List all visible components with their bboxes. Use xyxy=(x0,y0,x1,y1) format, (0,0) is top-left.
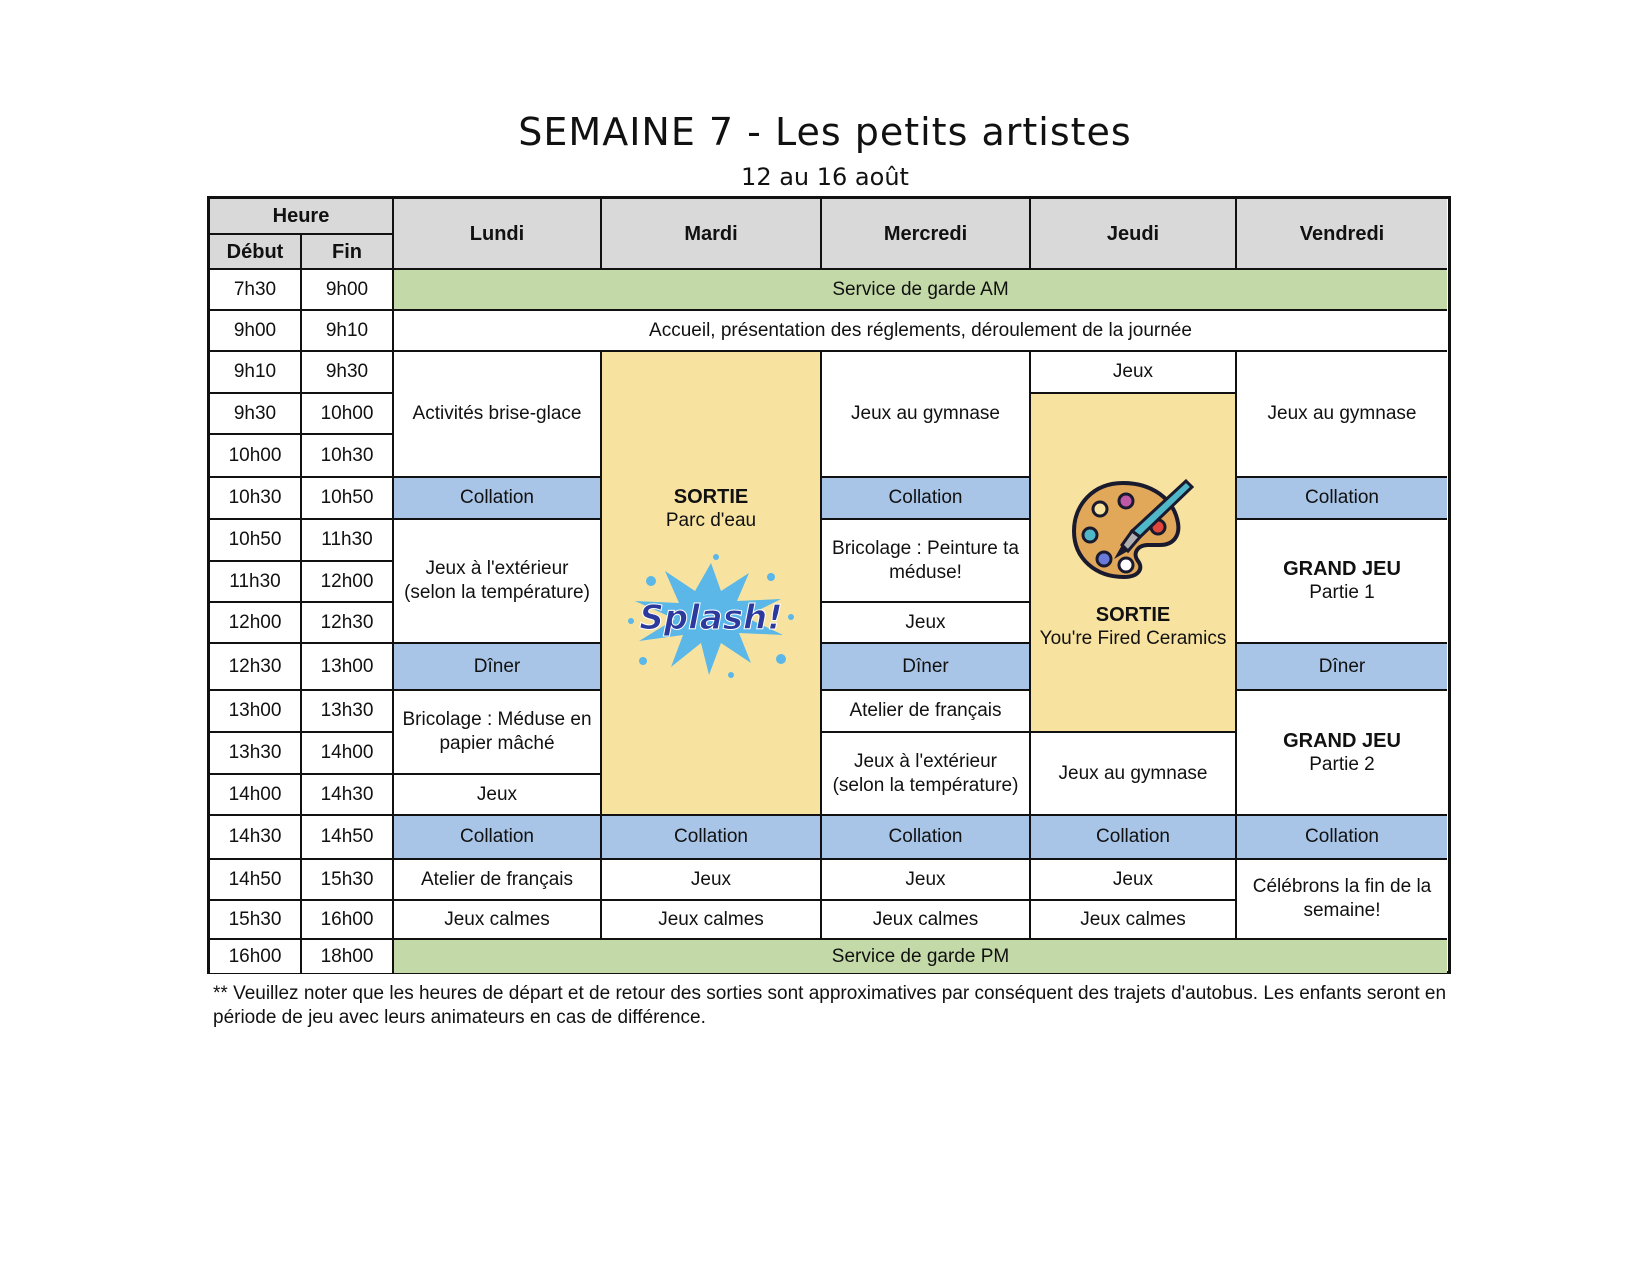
time-end: 10h50 xyxy=(302,478,394,520)
time-start: 10h00 xyxy=(210,435,302,478)
time-end: 18h00 xyxy=(302,940,394,973)
time-start: 7h30 xyxy=(210,270,302,311)
splash-text: Splash! xyxy=(639,598,783,638)
time-start: 13h30 xyxy=(210,733,302,775)
time-start: 12h00 xyxy=(210,603,302,644)
mercredi-jeux: Jeux xyxy=(822,603,1031,644)
grand-jeu-2-title: GRAND JEU xyxy=(1283,729,1401,752)
vendredi-diner: Dîner xyxy=(1237,644,1447,691)
time-end: 12h00 xyxy=(302,562,394,603)
header-heure: Heure xyxy=(210,199,394,235)
lundi-diner: Dîner xyxy=(394,644,602,691)
mercredi-collation-pm: Collation xyxy=(822,816,1031,860)
grand-jeu-1-sub: Partie 1 xyxy=(1309,582,1375,603)
time-start: 10h50 xyxy=(210,520,302,562)
header-lundi: Lundi xyxy=(394,199,602,270)
lundi-atelier-francais: Atelier de français xyxy=(394,860,602,901)
lundi-brise-glace: Activités brise-glace xyxy=(394,352,602,478)
time-end: 14h30 xyxy=(302,775,394,816)
jeudi-jeux-pm: Jeux xyxy=(1031,860,1237,901)
service-garde-pm: Service de garde PM xyxy=(394,940,1447,973)
time-end: 9h00 xyxy=(302,270,394,311)
time-end: 14h50 xyxy=(302,816,394,860)
time-end: 10h00 xyxy=(302,394,394,435)
jeudi-jeux-calmes: Jeux calmes xyxy=(1031,901,1237,940)
grand-jeu-2-sub: Partie 2 xyxy=(1309,753,1375,775)
header-fin: Fin xyxy=(302,235,394,270)
mardi-collation-pm: Collation xyxy=(602,816,822,860)
mardi-sortie-title: SORTIE xyxy=(673,486,749,508)
jeudi-sortie xyxy=(1031,394,1237,733)
lundi-jeux-calmes: Jeux calmes xyxy=(394,901,602,940)
time-start: 16h00 xyxy=(210,940,302,973)
header-mardi: Mardi xyxy=(602,199,822,270)
time-start: 14h00 xyxy=(210,775,302,816)
schedule-table xyxy=(207,196,1451,974)
jeudi-collation-pm: Collation xyxy=(1031,816,1237,860)
footnote: ** Veuillez noter que les heures de départ et de retour des sorties sont approximatives par conséquent des trajets d'autobus. Les enfants seront en période de jeu avec leurs animateurs en cas de différence. xyxy=(213,983,1447,1028)
vendredi-collation: Collation xyxy=(1237,478,1447,520)
jeudi-gymnase: Jeux au gymnase xyxy=(1031,733,1237,816)
vendredi-gymnase: Jeux au gymnase xyxy=(1237,352,1447,478)
time-end: 13h00 xyxy=(302,644,394,691)
page-title: SEMAINE 7 - Les petits artistes xyxy=(518,110,1132,154)
mercredi-gymnase: Jeux au gymnase xyxy=(822,352,1031,478)
time-start: 14h30 xyxy=(210,816,302,860)
time-start: 14h50 xyxy=(210,860,302,901)
lundi-jeux-exterieur: Jeux à l'extérieur (selon la température) xyxy=(394,520,602,644)
mercredi-atelier-francais: Atelier de français xyxy=(822,691,1031,733)
mardi-sortie xyxy=(602,352,822,816)
header-jeudi: Jeudi xyxy=(1031,199,1237,270)
vendredi-fin-semaine: Célébrons la fin de la semaine! xyxy=(1237,860,1447,940)
mercredi-bricolage: Bricolage : Peinture ta méduse! xyxy=(822,520,1031,603)
time-start: 9h00 xyxy=(210,311,302,352)
time-end: 14h00 xyxy=(302,733,394,775)
accueil-row: Accueil, présentation des réglements, déroulement de la journée xyxy=(394,311,1447,352)
service-garde-am: Service de garde AM xyxy=(394,270,1447,311)
time-start: 11h30 xyxy=(210,562,302,603)
time-end: 13h30 xyxy=(302,691,394,733)
mercredi-collation: Collation xyxy=(822,478,1031,520)
time-start: 9h10 xyxy=(210,352,302,394)
mercredi-jeux-calmes: Jeux calmes xyxy=(822,901,1031,940)
jeudi-jeux: Jeux xyxy=(1031,352,1237,394)
vendredi-grand-jeu-1 xyxy=(1237,520,1447,644)
palette-icon xyxy=(1068,475,1198,585)
time-end: 9h30 xyxy=(302,352,394,394)
time-end: 16h00 xyxy=(302,901,394,940)
time-start: 15h30 xyxy=(210,901,302,940)
jeudi-sortie-place: You're Fired Ceramics xyxy=(1039,627,1227,649)
mercredi-diner: Dîner xyxy=(822,644,1031,691)
lundi-collation-pm: Collation xyxy=(394,816,602,860)
header-debut: Début xyxy=(210,235,302,270)
time-end: 11h30 xyxy=(302,520,394,562)
time-start: 9h30 xyxy=(210,394,302,435)
mercredi-jeux-pm: Jeux xyxy=(822,860,1031,901)
lundi-bricolage: Bricolage : Méduse en papier mâché xyxy=(394,691,602,775)
vendredi-collation-pm: Collation xyxy=(1237,816,1447,860)
lundi-collation: Collation xyxy=(394,478,602,520)
time-end: 12h30 xyxy=(302,603,394,644)
mardi-sortie-place: Parc d'eau xyxy=(665,510,757,531)
time-start: 10h30 xyxy=(210,478,302,520)
time-end: 15h30 xyxy=(302,860,394,901)
page-subtitle: 12 au 16 août xyxy=(741,163,909,191)
mardi-jeux-calmes: Jeux calmes xyxy=(602,901,822,940)
time-end: 9h10 xyxy=(302,311,394,352)
time-start: 12h30 xyxy=(210,644,302,691)
jeudi-sortie-title: SORTIE xyxy=(1095,603,1171,626)
grand-jeu-1-title: GRAND JEU xyxy=(1283,558,1401,580)
header-mercredi: Mercredi xyxy=(822,199,1031,270)
header-vendredi: Vendredi xyxy=(1237,199,1447,270)
splash-icon xyxy=(621,551,801,681)
vendredi-grand-jeu-2 xyxy=(1237,691,1447,816)
lundi-jeux: Jeux xyxy=(394,775,602,816)
time-start: 13h00 xyxy=(210,691,302,733)
mercredi-jeux-exterieur: Jeux à l'extérieur (selon la température) xyxy=(822,733,1031,816)
mardi-jeux: Jeux xyxy=(602,860,822,901)
time-end: 10h30 xyxy=(302,435,394,478)
